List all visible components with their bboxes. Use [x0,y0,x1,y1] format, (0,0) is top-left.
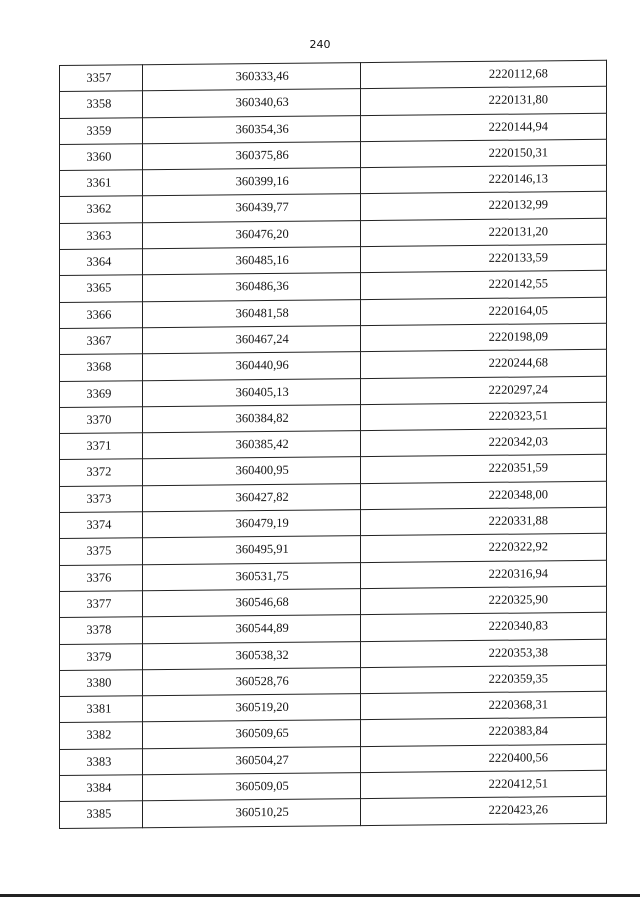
y-coordinate-cell [360,402,606,431]
x-coordinate-value: 360546,68 [235,594,289,610]
y-coordinate-cell [360,455,606,484]
y-coordinate-value: 2220322,92 [488,539,549,555]
point-number-cell [60,485,143,512]
x-coordinate-value: 360504,27 [235,752,289,768]
x-coordinate-value: 360427,82 [235,489,289,505]
x-coordinate-cell [142,168,360,196]
y-coordinate-cell [360,639,606,668]
y-coordinate-value: 2220131,20 [488,224,549,239]
point-number-value: 3384 [86,780,112,795]
y-coordinate-value: 2220383,84 [488,723,549,739]
y-coordinate-cell [360,323,606,352]
x-coordinate-cell [142,799,360,827]
x-coordinate-value: 360467,24 [235,331,289,347]
x-coordinate-cell [142,773,360,801]
point-number-cell [60,459,143,486]
y-coordinate-value: 2220423,26 [488,802,549,818]
x-coordinate-cell [142,63,360,91]
y-coordinate-value: 2220112,68 [488,66,548,81]
y-coordinate-value: 2220342,03 [488,434,549,450]
point-number-value: 3364 [86,254,112,269]
y-coordinate-value: 2220142,55 [488,276,549,292]
x-coordinate-value: 360531,75 [235,568,289,583]
x-coordinate-value: 360375,86 [235,147,289,163]
x-coordinate-cell [142,326,360,354]
x-coordinate-value: 360538,32 [235,647,289,662]
y-coordinate-cell [360,350,606,379]
point-number-value: 3359 [86,123,112,138]
point-number-cell [60,538,143,565]
point-number-cell [60,65,143,92]
x-coordinate-cell [142,247,360,275]
x-coordinate-cell [142,589,360,617]
x-coordinate-cell [142,431,360,459]
y-coordinate-value: 2220244,68 [488,355,549,371]
x-coordinate-value: 360439,77 [235,200,289,215]
point-number-value: 3357 [86,70,112,85]
x-coordinate-cell [142,536,360,564]
point-number-value: 3365 [86,280,112,296]
y-coordinate-cell [360,586,606,615]
point-number-cell [60,328,143,355]
x-coordinate-cell [142,667,360,695]
point-number-value: 3363 [86,228,112,243]
point-number-value: 3379 [86,649,112,664]
point-number-cell [60,643,143,670]
y-coordinate-value: 2220323,51 [488,408,549,423]
point-number-cell [60,617,143,644]
point-number-cell [60,670,143,697]
y-coordinate-cell [360,507,606,536]
y-coordinate-cell [360,60,606,89]
y-coordinate-value: 2220325,90 [488,592,549,607]
x-coordinate-cell [142,378,360,406]
point-number-value: 3383 [86,754,112,769]
x-coordinate-cell [142,562,360,590]
x-coordinate-value: 360385,42 [235,436,289,452]
page-number: 240 [309,38,331,51]
point-number-value: 3375 [86,543,112,559]
point-number-cell [60,775,143,802]
y-coordinate-cell [360,428,606,457]
y-coordinate-cell [360,481,606,510]
point-number-value: 3371 [86,438,112,453]
y-coordinate-cell [360,744,606,773]
point-number-cell [60,696,143,723]
y-coordinate-cell [360,297,606,326]
y-coordinate-value: 2220144,94 [488,118,549,134]
x-coordinate-value: 360400,95 [235,463,289,478]
point-number-value: 3380 [86,675,112,690]
y-coordinate-value: 2220331,88 [488,513,549,528]
x-coordinate-cell [142,273,360,301]
x-coordinate-value: 360486,36 [235,279,289,294]
y-coordinate-value: 2220164,05 [488,302,549,318]
x-coordinate-value: 360440,96 [235,358,289,373]
point-number-value: 3374 [86,517,112,532]
point-number-cell [60,354,143,381]
x-coordinate-value: 360509,65 [235,726,289,741]
point-number-cell [60,91,143,118]
coordinates-table-body [60,60,607,828]
x-coordinate-cell [142,457,360,485]
y-coordinate-value: 2220131,80 [488,92,549,108]
point-number-cell [60,433,143,460]
y-coordinate-value: 2220353,38 [488,644,549,660]
point-number-value: 3382 [86,727,112,743]
point-number-cell [60,722,143,749]
point-number-cell [60,275,143,302]
x-coordinate-cell [142,194,360,222]
x-coordinate-value: 360399,16 [235,173,289,189]
y-coordinate-cell [360,665,606,694]
y-coordinate-value: 2220132,99 [488,197,549,213]
x-coordinate-value: 360340,63 [235,95,289,110]
y-coordinate-value: 2220198,09 [488,329,549,344]
y-coordinate-cell [360,244,606,273]
y-coordinate-value: 2220359,35 [488,671,549,686]
point-number-cell [60,564,143,591]
y-coordinate-value: 2220146,13 [488,171,549,187]
x-coordinate-value: 360510,25 [235,805,289,820]
point-number-value: 3361 [86,175,112,190]
point-number-cell [60,301,143,328]
x-coordinate-value: 360479,19 [235,515,289,531]
point-number-value: 3358 [86,96,112,112]
x-coordinate-cell [142,694,360,722]
point-number-cell [60,144,143,171]
point-number-cell [60,196,143,223]
x-coordinate-cell [142,115,360,143]
x-coordinate-value: 360519,20 [235,699,289,715]
y-coordinate-cell [360,192,606,221]
y-coordinate-value: 2220412,51 [488,776,549,791]
y-coordinate-value: 2220400,56 [488,750,549,765]
y-coordinate-cell [360,560,606,589]
x-coordinate-cell [142,352,360,380]
y-coordinate-value: 2220340,83 [488,618,549,634]
point-number-cell [60,748,143,775]
point-number-cell [60,407,143,434]
y-coordinate-cell [360,797,606,826]
point-number-value: 3378 [86,622,112,637]
x-coordinate-cell [142,141,360,169]
y-coordinate-value: 2220351,59 [488,460,549,476]
point-number-value: 3372 [86,464,112,480]
x-coordinate-value: 360509,05 [235,778,289,794]
y-coordinate-cell [360,376,606,405]
point-number-value: 3360 [86,149,112,164]
x-coordinate-cell [142,615,360,643]
point-number-value: 3362 [86,201,112,217]
point-number-value: 3370 [86,412,112,427]
y-coordinate-value: 2220133,59 [488,250,549,265]
point-number-value: 3385 [86,806,112,822]
x-coordinate-value: 360495,91 [235,542,289,557]
point-number-value: 3381 [86,701,112,716]
x-coordinate-value: 360333,46 [235,68,289,84]
x-coordinate-value: 360476,20 [235,226,289,242]
point-number-cell [60,512,143,539]
x-coordinate-cell [142,404,360,432]
x-coordinate-cell [142,641,360,669]
y-coordinate-cell [360,139,606,168]
x-coordinate-cell [142,483,360,511]
point-number-cell [60,222,143,249]
point-number-cell [60,801,143,828]
y-coordinate-cell [360,718,606,747]
x-coordinate-value: 360544,89 [235,621,289,636]
point-number-cell [60,249,143,276]
y-coordinate-cell [360,218,606,247]
point-number-value: 3367 [86,333,112,348]
point-number-value: 3369 [86,386,112,401]
x-coordinate-value: 360384,82 [235,410,289,426]
y-coordinate-cell [360,691,606,720]
x-coordinate-cell [142,89,360,117]
x-coordinate-value: 360354,36 [235,121,289,136]
point-number-cell [60,591,143,618]
y-coordinate-value: 2220348,00 [488,487,549,502]
coordinates-table [59,60,607,829]
point-number-cell [60,117,143,144]
point-number-value: 3366 [86,307,112,322]
point-number-value: 3373 [86,491,112,506]
point-number-value: 3376 [86,570,112,585]
x-coordinate-cell [142,220,360,248]
y-coordinate-cell [360,113,606,142]
y-coordinate-cell [360,534,606,563]
y-coordinate-value: 2220297,24 [488,381,549,397]
y-coordinate-cell [360,165,606,194]
y-coordinate-value: 2220368,31 [488,697,549,713]
x-coordinate-cell [142,720,360,748]
x-coordinate-value: 360528,76 [235,673,289,689]
point-number-cell [60,380,143,407]
x-coordinate-cell [142,746,360,774]
x-coordinate-cell [142,299,360,327]
y-coordinate-value: 2220150,31 [488,145,549,160]
point-number-value: 3368 [86,359,112,375]
x-coordinate-value: 360481,58 [235,305,289,320]
table-row [60,797,607,829]
point-number-value: 3377 [86,596,112,611]
y-coordinate-cell [360,271,606,300]
y-coordinate-cell [360,87,606,116]
bottom-border-line [0,894,640,897]
y-coordinate-cell [360,612,606,641]
x-coordinate-value: 360485,16 [235,252,289,268]
x-coordinate-value: 360405,13 [235,384,289,399]
y-coordinate-cell [360,770,606,799]
x-coordinate-cell [142,510,360,538]
y-coordinate-value: 2220316,94 [488,565,549,581]
point-number-cell [60,170,143,197]
